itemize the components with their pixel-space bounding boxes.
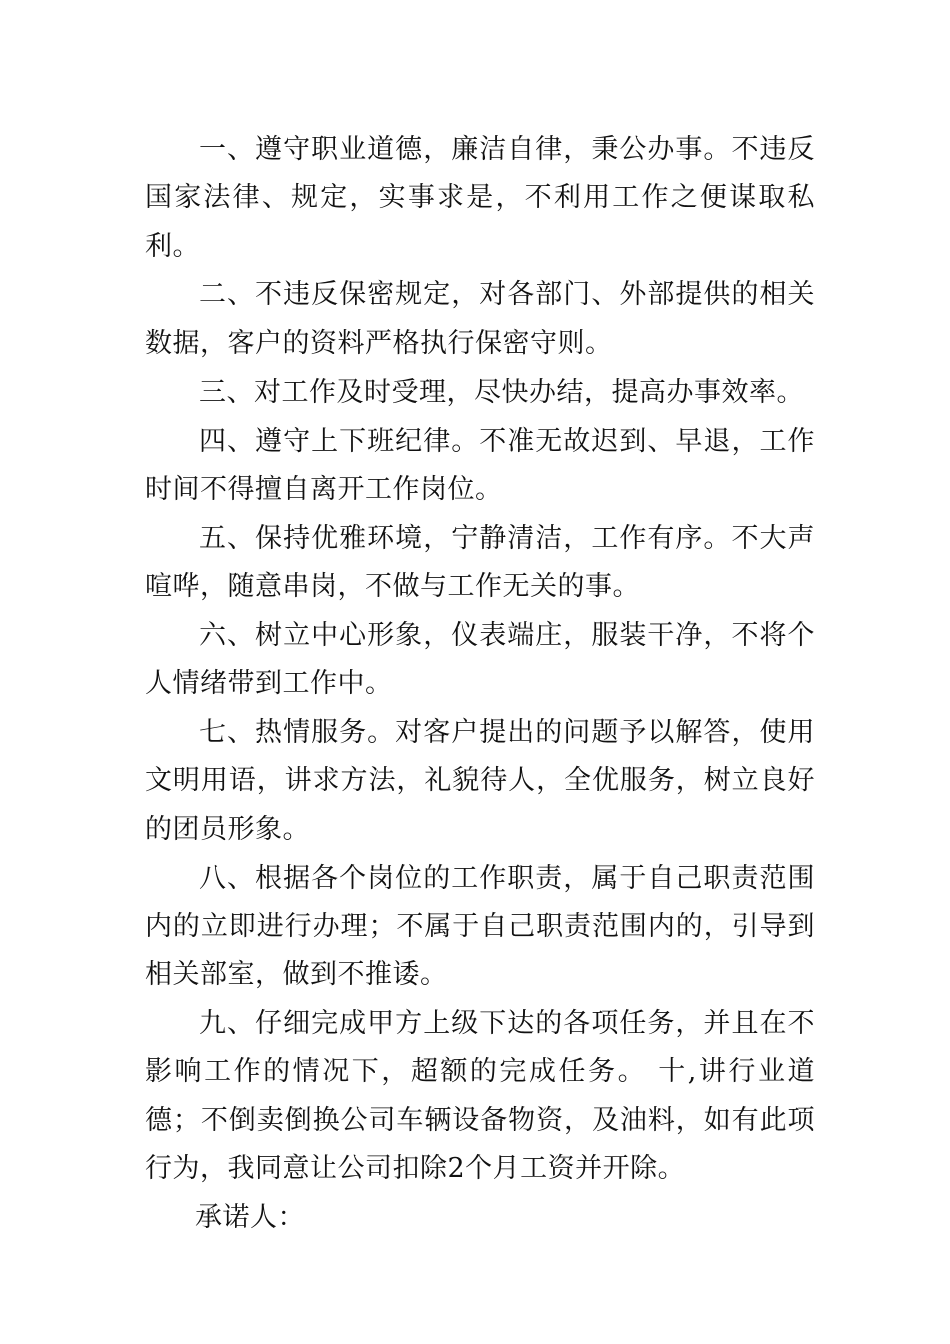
paragraph-4: 四、遵守上下班纪律。不准无故迟到、早退，工作时间不得擅自离开工作岗位。 xyxy=(145,425,815,505)
paragraph-1: 一、遵守职业道德，廉洁自律，秉公办事。不违反国家法律、规定，实事求是，不利用工作之便谋取私利。 xyxy=(145,134,815,262)
paragraph-5: 五、保持优雅环境，宁静清洁，工作有序。不大声喧哗，随意串岗，不做与工作无关的事。 xyxy=(145,522,815,603)
signature-label: 承诺人： xyxy=(195,1201,305,1233)
paragraph-8: 八、根据各个岗位的工作职责，属于自己职责范围内的立即进行办理；不属于自己职责范围内的，引导到相关部室，做到不推诿。 xyxy=(145,862,815,991)
paragraph-2: 二、不违反保密规定，对各部门、外部提供的相关数据，客户的资料严格执行保密守则。 xyxy=(145,279,815,359)
paragraph-9: 九、仔细完成甲方上级下达的各项任务，并且在不影响工作的情况下，超额的完成任务。 十,讲行业道德；不倒卖倒换公司车辆设备物资，及油料，如有此项行为，我同意让公司扣除2个月工资并开除。 xyxy=(145,1008,815,1184)
document-body xyxy=(145,126,815,1243)
paragraph-7: 七、热情服务。对客户提出的问题予以解答，使用文明用语，讲求方法，礼貌待人，全优服务，树立良好的团员形象。 xyxy=(145,717,815,845)
paragraph-6: 六、树立中心形象，仪表端庄，服装干净，不将个人情绪带到工作中。 xyxy=(145,619,815,700)
paragraph-3: 三、对工作及时受理，尽快办结，提高办事效率。 xyxy=(199,376,804,408)
